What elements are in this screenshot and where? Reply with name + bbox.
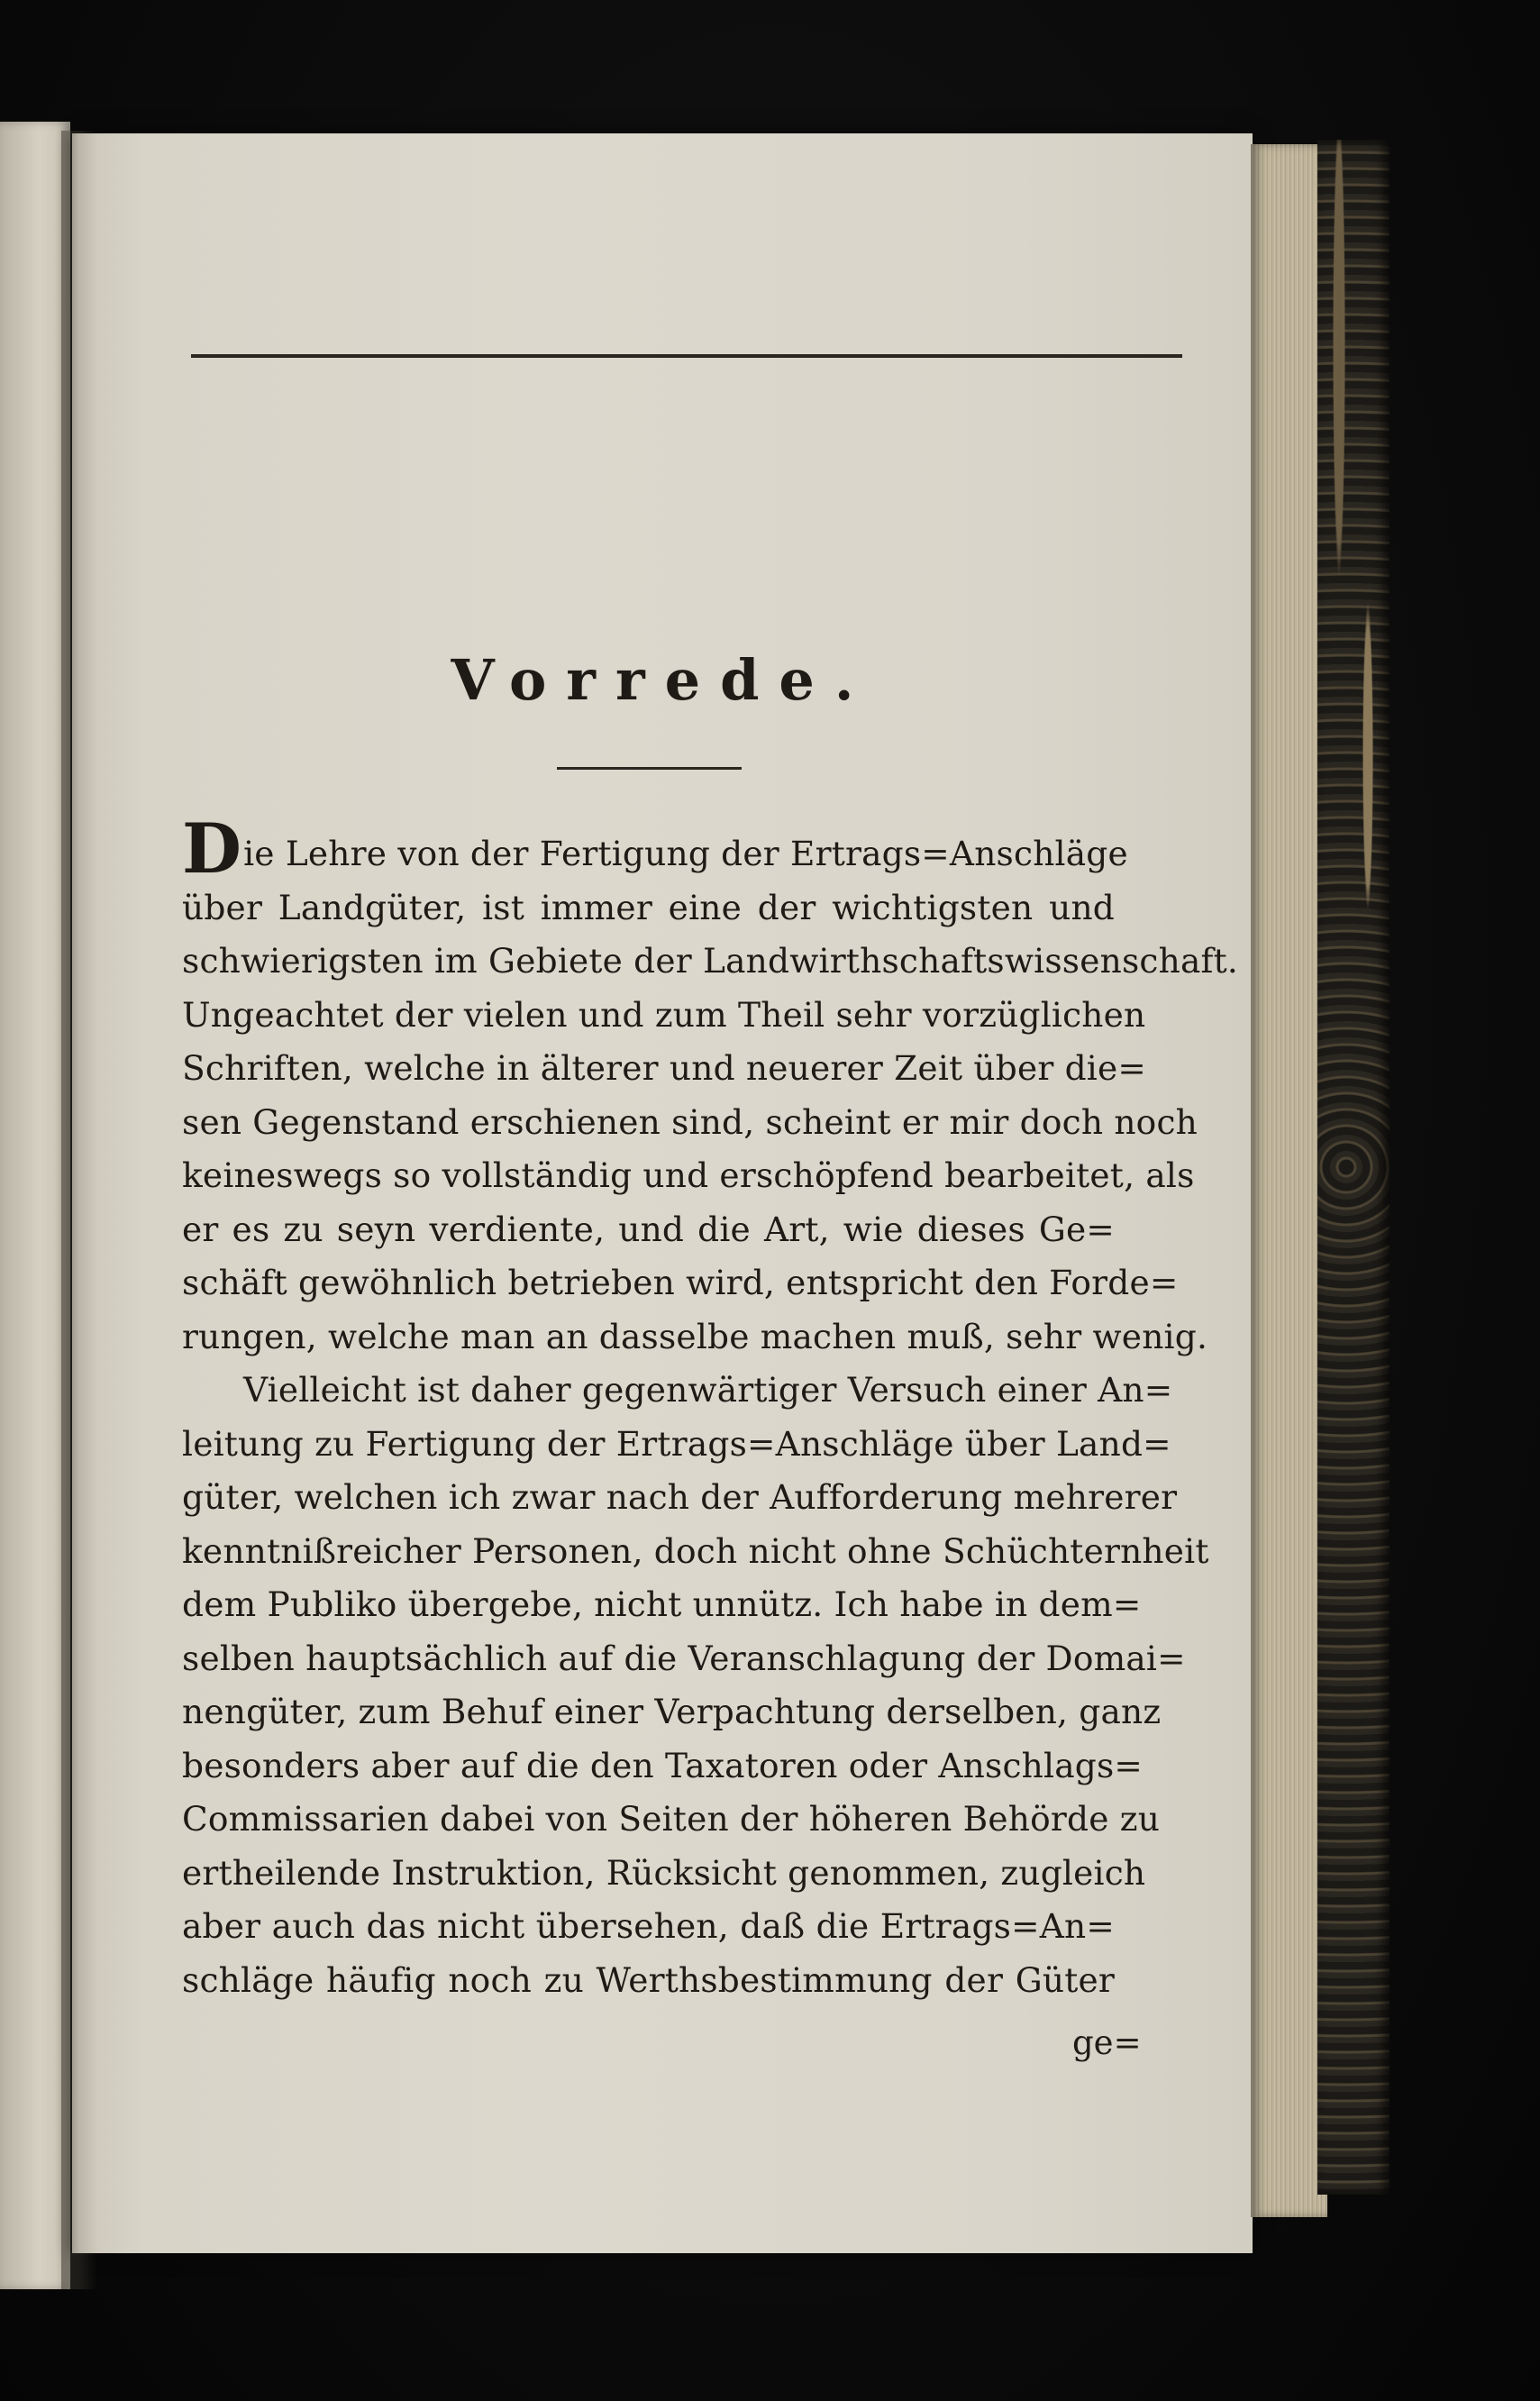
body-text bbox=[182, 808, 1238, 2007]
text-line: rungen, welche man an dasselbe machen muß, sehr wenig. bbox=[182, 1316, 1208, 1356]
text-line: schäft gewöhnlich betrieben wird, entspricht den Forde= bbox=[182, 1263, 1179, 1302]
page-block-edges bbox=[1251, 144, 1327, 2217]
text-line: dem Publiko übergebe, nicht unnütz. Ich habe in dem= bbox=[182, 1584, 1142, 1624]
text-line: Vielleicht ist daher gegenwärtiger Versuch einer An= bbox=[243, 1370, 1173, 1410]
text-line: güter, welchen ich zwar nach der Aufforderung mehrerer bbox=[182, 1477, 1178, 1517]
text-line: nengüter, zum Behuf einer Verpachtung derselben, ganz bbox=[182, 1692, 1162, 1731]
text-line: über Landgüter, ist immer eine der wichtigsten und bbox=[182, 887, 1115, 927]
text-line: besonders aber auf die den Taxatoren oder Anschlags= bbox=[182, 1745, 1144, 1785]
page-content bbox=[72, 133, 1253, 2253]
text-line: aber auch das nicht übersehen, daß die Ertrags=An= bbox=[182, 1906, 1115, 1946]
catchword: ge= bbox=[1072, 2023, 1142, 2062]
marbled-cover bbox=[1317, 140, 1390, 2195]
text-line: selben hauptsächlich auf die Veranschlagung der Domai= bbox=[182, 1638, 1186, 1678]
text-line: schläge häufig noch zu Werthsbestimmung der Güter bbox=[182, 1959, 1115, 2000]
title-rule bbox=[557, 767, 742, 770]
text-line: Ungeachtet der vielen und zum Theil sehr vorzüglichen bbox=[182, 994, 1146, 1035]
text-line: sen Gegenstand erschienen sind, scheint er mir doch noch bbox=[182, 1101, 1198, 1142]
text-line: Die Lehre von der Fertigung der Ertrags=Anschläge bbox=[182, 808, 1128, 889]
text-line: leitung zu Fertigung der Ertrags=Anschläge über Land= bbox=[182, 1423, 1171, 1464]
text-line: keineswegs so vollständig und erschöpfend bearbeitet, als bbox=[182, 1155, 1195, 1195]
text-line: kenntnißreicher Personen, doch nicht ohne Schüchternheit bbox=[182, 1530, 1209, 1571]
drop-cap: D bbox=[182, 808, 242, 889]
left-facing-page bbox=[0, 122, 70, 2289]
page-title: Vorrede. bbox=[451, 647, 874, 713]
text-line: Schriften, welche in älterer und neuerer Zeit über die= bbox=[182, 1048, 1147, 1088]
text-line: ertheilende Instruktion, Rücksicht genommen, zugleich bbox=[182, 1852, 1146, 1893]
header-rule bbox=[191, 354, 1182, 358]
text-line: er es zu seyn verdiente, und die Art, wie dieses Ge= bbox=[182, 1209, 1115, 1249]
text-line: Commissarien dabei von Seiten der höheren Behörde zu bbox=[182, 1799, 1161, 1839]
text-line: schwierigsten im Gebiete der Landwirthschaftswissenschaft. bbox=[182, 941, 1238, 981]
